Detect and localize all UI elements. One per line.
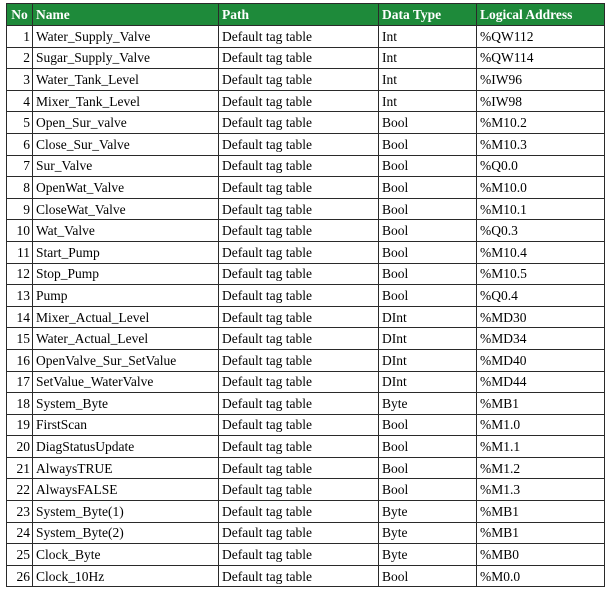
cell-path: Default tag table (219, 436, 379, 458)
cell-data-type: Int (379, 69, 477, 91)
cell-name: Water_Tank_Level (33, 69, 219, 91)
cell-no: 13 (7, 285, 33, 307)
cell-logical-address: %M10.3 (477, 133, 605, 155)
cell-data-type: Byte (379, 501, 477, 523)
cell-logical-address: %QW112 (477, 26, 605, 48)
cell-data-type: Bool (379, 198, 477, 220)
table-row (7, 112, 605, 134)
cell-no: 22 (7, 479, 33, 501)
cell-data-type: Bool (379, 112, 477, 134)
header-row (7, 4, 605, 26)
header-data-type: Data Type (379, 4, 477, 26)
cell-logical-address: %MB1 (477, 393, 605, 415)
cell-name: Sur_Valve (33, 155, 219, 177)
table-row (7, 414, 605, 436)
cell-no: 15 (7, 328, 33, 350)
cell-data-type: Bool (379, 220, 477, 242)
cell-logical-address: %M1.0 (477, 414, 605, 436)
cell-logical-address: %M1.1 (477, 436, 605, 458)
header-path: Path (219, 4, 379, 26)
cell-logical-address: %IW98 (477, 90, 605, 112)
cell-name: DiagStatusUpdate (33, 436, 219, 458)
cell-logical-address: %MD34 (477, 328, 605, 350)
cell-data-type: Bool (379, 241, 477, 263)
tag-table (6, 3, 605, 587)
cell-data-type: Bool (379, 133, 477, 155)
cell-path: Default tag table (219, 220, 379, 242)
cell-data-type: Bool (379, 414, 477, 436)
table-row (7, 393, 605, 415)
cell-name: OpenWat_Valve (33, 177, 219, 199)
cell-name: Wat_Valve (33, 220, 219, 242)
cell-data-type: Bool (379, 479, 477, 501)
table-row (7, 177, 605, 199)
cell-path: Default tag table (219, 241, 379, 263)
cell-no: 6 (7, 133, 33, 155)
cell-logical-address: %M10.2 (477, 112, 605, 134)
cell-logical-address: %Q0.3 (477, 220, 605, 242)
table-row (7, 90, 605, 112)
table-row (7, 457, 605, 479)
table-row (7, 306, 605, 328)
cell-name: Pump (33, 285, 219, 307)
table-row (7, 501, 605, 523)
cell-no: 24 (7, 522, 33, 544)
cell-data-type: DInt (379, 328, 477, 350)
table-row (7, 220, 605, 242)
cell-logical-address: %M10.1 (477, 198, 605, 220)
cell-data-type: DInt (379, 306, 477, 328)
cell-name: OpenValve_Sur_SetValue (33, 349, 219, 371)
cell-no: 18 (7, 393, 33, 415)
cell-data-type: Bool (379, 457, 477, 479)
cell-data-type: Byte (379, 544, 477, 566)
cell-path: Default tag table (219, 565, 379, 587)
cell-path: Default tag table (219, 155, 379, 177)
cell-path: Default tag table (219, 112, 379, 134)
table-row (7, 155, 605, 177)
table-row (7, 328, 605, 350)
cell-name: Sugar_Supply_Valve (33, 47, 219, 69)
cell-name: CloseWat_Valve (33, 198, 219, 220)
cell-path: Default tag table (219, 457, 379, 479)
cell-path: Default tag table (219, 26, 379, 48)
cell-no: 9 (7, 198, 33, 220)
cell-name: Water_Actual_Level (33, 328, 219, 350)
cell-no: 14 (7, 306, 33, 328)
cell-data-type: Int (379, 26, 477, 48)
cell-no: 19 (7, 414, 33, 436)
cell-path: Default tag table (219, 47, 379, 69)
cell-no: 26 (7, 565, 33, 587)
cell-no: 25 (7, 544, 33, 566)
cell-logical-address: %MD40 (477, 349, 605, 371)
cell-logical-address: %M10.0 (477, 177, 605, 199)
cell-name: Clock_10Hz (33, 565, 219, 587)
table-row (7, 565, 605, 587)
cell-data-type: Bool (379, 263, 477, 285)
cell-logical-address: %MD30 (477, 306, 605, 328)
table-row (7, 349, 605, 371)
cell-data-type: Byte (379, 393, 477, 415)
cell-data-type: Bool (379, 155, 477, 177)
cell-no: 21 (7, 457, 33, 479)
cell-no: 3 (7, 69, 33, 91)
cell-data-type: Bool (379, 177, 477, 199)
cell-data-type: Bool (379, 565, 477, 587)
cell-logical-address: %MB0 (477, 544, 605, 566)
cell-no: 8 (7, 177, 33, 199)
cell-no: 16 (7, 349, 33, 371)
cell-logical-address: %M0.0 (477, 565, 605, 587)
table-row (7, 26, 605, 48)
cell-no: 10 (7, 220, 33, 242)
cell-name: Close_Sur_Valve (33, 133, 219, 155)
cell-no: 12 (7, 263, 33, 285)
header-logical-address: Logical Address (477, 4, 605, 26)
cell-logical-address: %M10.4 (477, 241, 605, 263)
table-row (7, 522, 605, 544)
cell-name: FirstScan (33, 414, 219, 436)
cell-name: Open_Sur_valve (33, 112, 219, 134)
cell-path: Default tag table (219, 69, 379, 91)
cell-path: Default tag table (219, 371, 379, 393)
cell-logical-address: %MB1 (477, 522, 605, 544)
table-row (7, 479, 605, 501)
cell-path: Default tag table (219, 501, 379, 523)
table-row (7, 198, 605, 220)
header-name: Name (33, 4, 219, 26)
table-row (7, 371, 605, 393)
cell-path: Default tag table (219, 285, 379, 307)
cell-logical-address: %M1.2 (477, 457, 605, 479)
header-no: No (7, 4, 33, 26)
table-row (7, 241, 605, 263)
cell-name: Stop_Pump (33, 263, 219, 285)
cell-path: Default tag table (219, 328, 379, 350)
cell-name: Mixer_Actual_Level (33, 306, 219, 328)
cell-no: 5 (7, 112, 33, 134)
cell-logical-address: %Q0.0 (477, 155, 605, 177)
cell-no: 7 (7, 155, 33, 177)
table-row (7, 544, 605, 566)
cell-name: Water_Supply_Valve (33, 26, 219, 48)
cell-logical-address: %QW114 (477, 47, 605, 69)
cell-logical-address: %Q0.4 (477, 285, 605, 307)
cell-name: Start_Pump (33, 241, 219, 263)
table-body (7, 26, 605, 587)
cell-logical-address: %M1.3 (477, 479, 605, 501)
cell-logical-address: %M10.5 (477, 263, 605, 285)
cell-name: Clock_Byte (33, 544, 219, 566)
cell-name: AlwaysTRUE (33, 457, 219, 479)
table-row (7, 436, 605, 458)
cell-name: Mixer_Tank_Level (33, 90, 219, 112)
cell-name: SetValue_WaterValve (33, 371, 219, 393)
table-row (7, 133, 605, 155)
cell-data-type: Byte (379, 522, 477, 544)
cell-data-type: DInt (379, 371, 477, 393)
cell-path: Default tag table (219, 393, 379, 415)
cell-path: Default tag table (219, 414, 379, 436)
cell-no: 23 (7, 501, 33, 523)
cell-path: Default tag table (219, 349, 379, 371)
cell-name: AlwaysFALSE (33, 479, 219, 501)
cell-no: 4 (7, 90, 33, 112)
cell-path: Default tag table (219, 263, 379, 285)
cell-path: Default tag table (219, 479, 379, 501)
cell-no: 11 (7, 241, 33, 263)
table-row (7, 263, 605, 285)
cell-no: 2 (7, 47, 33, 69)
cell-path: Default tag table (219, 133, 379, 155)
table-row (7, 69, 605, 91)
cell-path: Default tag table (219, 198, 379, 220)
cell-name: System_Byte(2) (33, 522, 219, 544)
table-row (7, 47, 605, 69)
cell-no: 1 (7, 26, 33, 48)
cell-path: Default tag table (219, 544, 379, 566)
cell-no: 17 (7, 371, 33, 393)
cell-logical-address: %IW96 (477, 69, 605, 91)
cell-name: System_Byte(1) (33, 501, 219, 523)
cell-path: Default tag table (219, 306, 379, 328)
cell-data-type: Int (379, 90, 477, 112)
cell-name: System_Byte (33, 393, 219, 415)
cell-data-type: DInt (379, 349, 477, 371)
cell-path: Default tag table (219, 177, 379, 199)
cell-data-type: Bool (379, 436, 477, 458)
cell-no: 20 (7, 436, 33, 458)
cell-logical-address: %MB1 (477, 501, 605, 523)
table-row (7, 285, 605, 307)
cell-path: Default tag table (219, 90, 379, 112)
cell-path: Default tag table (219, 522, 379, 544)
cell-data-type: Int (379, 47, 477, 69)
cell-logical-address: %MD44 (477, 371, 605, 393)
cell-data-type: Bool (379, 285, 477, 307)
